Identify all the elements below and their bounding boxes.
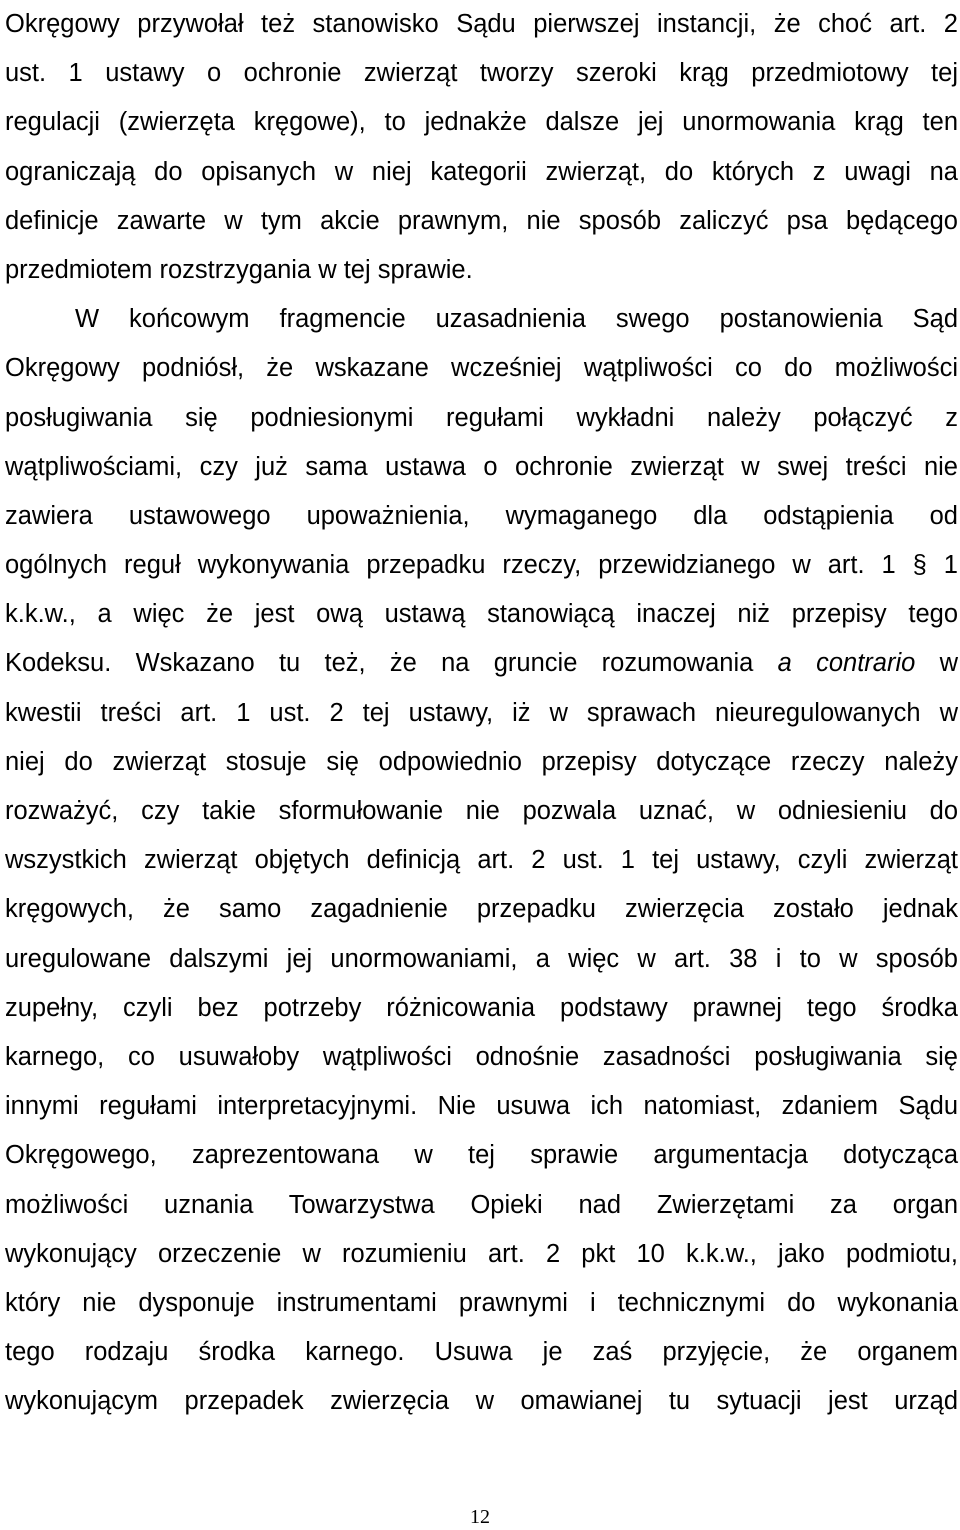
text-line-kodeksu: [5, 639, 958, 688]
text-line: innymi regułami interpretacyjnymi. Nie usuwa ich natomiast, zdaniem Sądu: [5, 1092, 958, 1121]
text-line: Okręgowego, zaprezentowana w tej sprawie argumentacja dotycząca: [5, 1141, 958, 1170]
text-line: wykonującym przepadek zwierzęcia w omawianej tu sytuacji jest urząd: [5, 1387, 958, 1416]
text-segment: Kodeksu. Wskazano tu też, że na gruncie rozumowania: [5, 649, 778, 678]
text-line: który nie dysponuje instrumentami prawnymi i technicznymi do wykonania: [5, 1288, 958, 1317]
text-line: kwestii treści art. 1 ust. 2 tej ustawy, iż w sprawach nieuregulowanych w: [5, 698, 958, 727]
paragraph-1: [5, 0, 958, 295]
text-line: ust. 1 ustawy o ochronie zwierząt tworzy szeroki krąg przedmiotowy tej: [5, 59, 958, 88]
text-line: kręgowych, że samo zagadnienie przepadku zwierzęcia zostało jednak: [5, 895, 958, 924]
text-line: rozważyć, czy takie sformułowanie nie pozwala uznać, w odniesieniu do: [5, 797, 958, 825]
italic-term: a contrario: [777, 649, 916, 678]
text-line: wszystkich zwierząt objętych definicją art. 2 ust. 1 tej ustawy, czyli zwierząt: [5, 846, 958, 875]
paragraph-2: [5, 295, 958, 1426]
text-line: wykonujący orzeczenie w rozumieniu art. 2 pkt 10 k.k.w., jako podmiotu,: [5, 1239, 958, 1268]
page-number: 12: [470, 1506, 490, 1528]
text-line: karnego, co usuwałoby wątpliwości odnośnie zasadności posługiwania się: [5, 1042, 958, 1071]
text-line: ograniczają do opisanych w niej kategorii zwierząt, do których z uwagi na: [5, 157, 958, 186]
text-line: tego rodzaju środka karnego. Usuwa je zaś przyjęcie, że organem: [5, 1338, 958, 1367]
text-line: posługiwania się podniesionymi regułami wykładni należy połączyć z: [5, 403, 958, 432]
text-line: k.k.w., a więc że jest ową ustawą stanowiącą inaczej niż przepisy tego: [5, 600, 958, 629]
document-page: [5, 0, 958, 1426]
text-line: regulacji (zwierzęta kręgowe), to jednakże dalsze jej unormowania krąg ten: [5, 108, 958, 137]
text-line: wątpliwościami, czy już sama ustawa o ochronie zwierząt w swej treści nie: [5, 452, 958, 481]
text-line: zawiera ustawowego upoważnienia, wymaganego dla odstąpienia od: [5, 501, 958, 530]
text-line: Okręgowy podniósł, że wskazane wcześniej wątpliwości co do możliwości: [5, 354, 958, 383]
text-line: Okręgowy przywołał też stanowisko Sądu pierwszej instancji, że choć art. 2: [5, 10, 958, 38]
text-segment: w: [915, 649, 959, 678]
text-line: możliwości uznania Towarzystwa Opieki nad Zwierzętami za organ: [5, 1190, 958, 1219]
text-line: definicje zawarte w tym akcie prawnym, nie sposób zaliczyć psa będącego: [5, 206, 958, 235]
text-line: uregulowane dalszymi jej unormowaniami, a więc w art. 38 i to w sposób: [5, 944, 958, 973]
text-line: ogólnych reguł wykonywania przepadku rzeczy, przewidzianego w art. 1 § 1: [5, 551, 958, 580]
text-line: zupełny, czyli bez potrzeby różnicowania podstawy prawnej tego środka: [5, 993, 958, 1022]
text-line: przedmiotem rozstrzygania w tej sprawie.: [5, 255, 473, 284]
text-line: niej do zwierząt stosuje się odpowiednio przepisy dotyczące rzeczy należy: [5, 747, 958, 776]
text-line: W końcowym fragmencie uzasadnienia swego postanowienia Sąd: [75, 305, 958, 334]
